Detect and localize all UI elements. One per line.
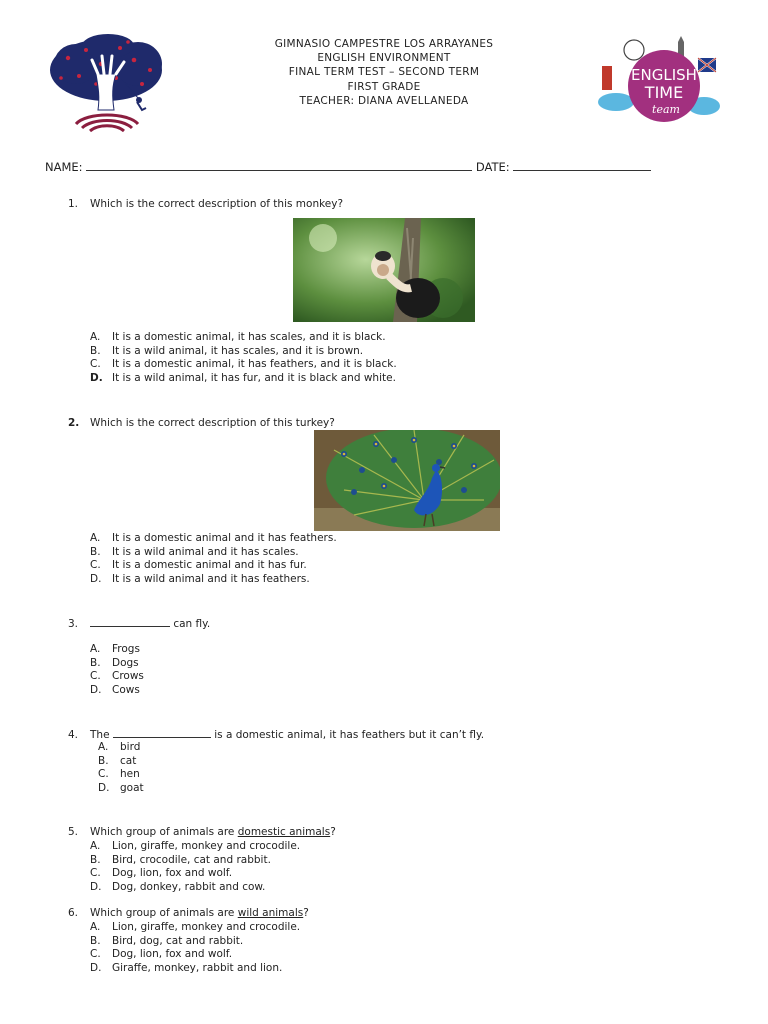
question-1-options bbox=[90, 331, 397, 385]
option-c[interactable]: C. It is a domestic animal, it has feathers, and it is black. bbox=[90, 358, 397, 371]
school-name: GIMNASIO CAMPESTRE LOS ARRAYANES bbox=[274, 38, 494, 50]
option-a[interactable]: A. It is a domestic animal, it has scales, and it is black. bbox=[90, 331, 386, 343]
question-6 bbox=[68, 907, 309, 919]
question-5-options bbox=[90, 840, 300, 894]
school-tree-logo bbox=[46, 34, 168, 136]
question-mark: ? bbox=[330, 826, 336, 838]
option-b[interactable]: B. Bird, dog, cat and rabbit. bbox=[90, 934, 244, 947]
question-text-end: is a domestic animal, it has feathers but it can’t fly. bbox=[214, 729, 485, 741]
question-4 bbox=[68, 728, 484, 741]
option-b[interactable]: B. Bird, crocodile, cat and rabbit. bbox=[90, 853, 271, 866]
name-date-line bbox=[45, 160, 651, 174]
school-header bbox=[200, 37, 568, 108]
question-text-start: Which group of animals are bbox=[90, 826, 235, 838]
option-d[interactable]: D. Cows bbox=[90, 683, 140, 696]
question-number: 4. bbox=[68, 729, 79, 741]
date-label: DATE: bbox=[475, 160, 510, 174]
test-title: FINAL TERM TEST – SECOND TERM bbox=[288, 66, 480, 79]
answer-blank[interactable] bbox=[90, 617, 170, 627]
question-number: 6. bbox=[68, 907, 79, 919]
question-2 bbox=[68, 417, 335, 429]
question-mark: ? bbox=[303, 907, 309, 919]
grade-line: FIRST GRADE bbox=[347, 80, 421, 93]
question-3-options bbox=[90, 643, 144, 697]
option-c[interactable]: C. Dog, lion, fox and wolf. bbox=[90, 867, 233, 880]
option-d[interactable]: D. It is a wild animal and it has feathers. bbox=[90, 572, 310, 585]
option-b[interactable]: B. It is a wild animal and it has scales. bbox=[90, 545, 299, 558]
option-a[interactable]: A. Lion, giraffe, monkey and crocodile. bbox=[90, 921, 301, 933]
monkey-photo bbox=[293, 218, 475, 322]
question-number: 3. bbox=[68, 618, 79, 630]
question-4-options bbox=[98, 741, 144, 795]
option-b[interactable]: B. cat bbox=[98, 754, 137, 767]
question-text-start: The bbox=[90, 729, 110, 741]
logo-word-team: team bbox=[652, 103, 680, 116]
question-key-term: domestic animals bbox=[237, 826, 331, 838]
option-d[interactable]: D. It is a wild animal, it has fur, and it is black and white. bbox=[90, 371, 396, 384]
option-a[interactable]: A. bird bbox=[98, 741, 141, 753]
date-field[interactable] bbox=[513, 161, 651, 171]
name-field[interactable] bbox=[86, 161, 472, 171]
logo-word-english: ENGLISH bbox=[631, 66, 697, 84]
option-d[interactable]: D. Dog, donkey, rabbit and cow. bbox=[90, 880, 266, 893]
option-c[interactable]: C. Dog, lion, fox and wolf. bbox=[90, 948, 233, 961]
question-text: Which is the correct description of this turkey? bbox=[90, 417, 335, 429]
logo-word-time: TIME bbox=[644, 83, 684, 102]
name-label: NAME: bbox=[45, 160, 83, 174]
subject-line: ENGLISH ENVIRONMENT bbox=[317, 52, 451, 65]
option-b[interactable]: B. It is a wild animal, it has scales, and it is brown. bbox=[90, 344, 364, 357]
question-3 bbox=[68, 617, 210, 630]
answer-blank[interactable] bbox=[113, 728, 211, 738]
question-1 bbox=[68, 198, 343, 210]
question-5 bbox=[68, 826, 336, 838]
question-key-term: wild animals bbox=[237, 907, 304, 919]
question-6-options bbox=[90, 921, 300, 975]
question-number: 1. bbox=[68, 198, 79, 210]
option-b[interactable]: B. Dogs bbox=[90, 656, 139, 669]
question-text: can fly. bbox=[173, 618, 211, 630]
option-a[interactable]: A. Frogs bbox=[90, 643, 140, 655]
option-c[interactable]: C. hen bbox=[98, 768, 140, 781]
option-c[interactable]: C. It is a domestic animal and it has fur. bbox=[90, 559, 307, 572]
option-d[interactable]: D. Giraffe, monkey, rabbit and lion. bbox=[90, 961, 283, 974]
peacock-photo bbox=[314, 430, 500, 531]
question-number: 2. bbox=[68, 417, 80, 429]
option-c[interactable]: C. Crows bbox=[90, 670, 144, 683]
question-2-options bbox=[90, 532, 337, 586]
option-d[interactable]: D. goat bbox=[98, 781, 144, 794]
question-text: Which is the correct description of this monkey? bbox=[90, 198, 344, 210]
question-number: 5. bbox=[68, 826, 79, 838]
question-text-start: Which group of animals are bbox=[90, 907, 235, 919]
teacher-line: TEACHER: DIANA AVELLANEDA bbox=[299, 94, 469, 107]
english-time-logo bbox=[594, 36, 724, 132]
option-a[interactable]: A. It is a domestic animal and it has feathers. bbox=[90, 532, 337, 544]
option-a[interactable]: A. Lion, giraffe, monkey and crocodile. bbox=[90, 840, 301, 852]
